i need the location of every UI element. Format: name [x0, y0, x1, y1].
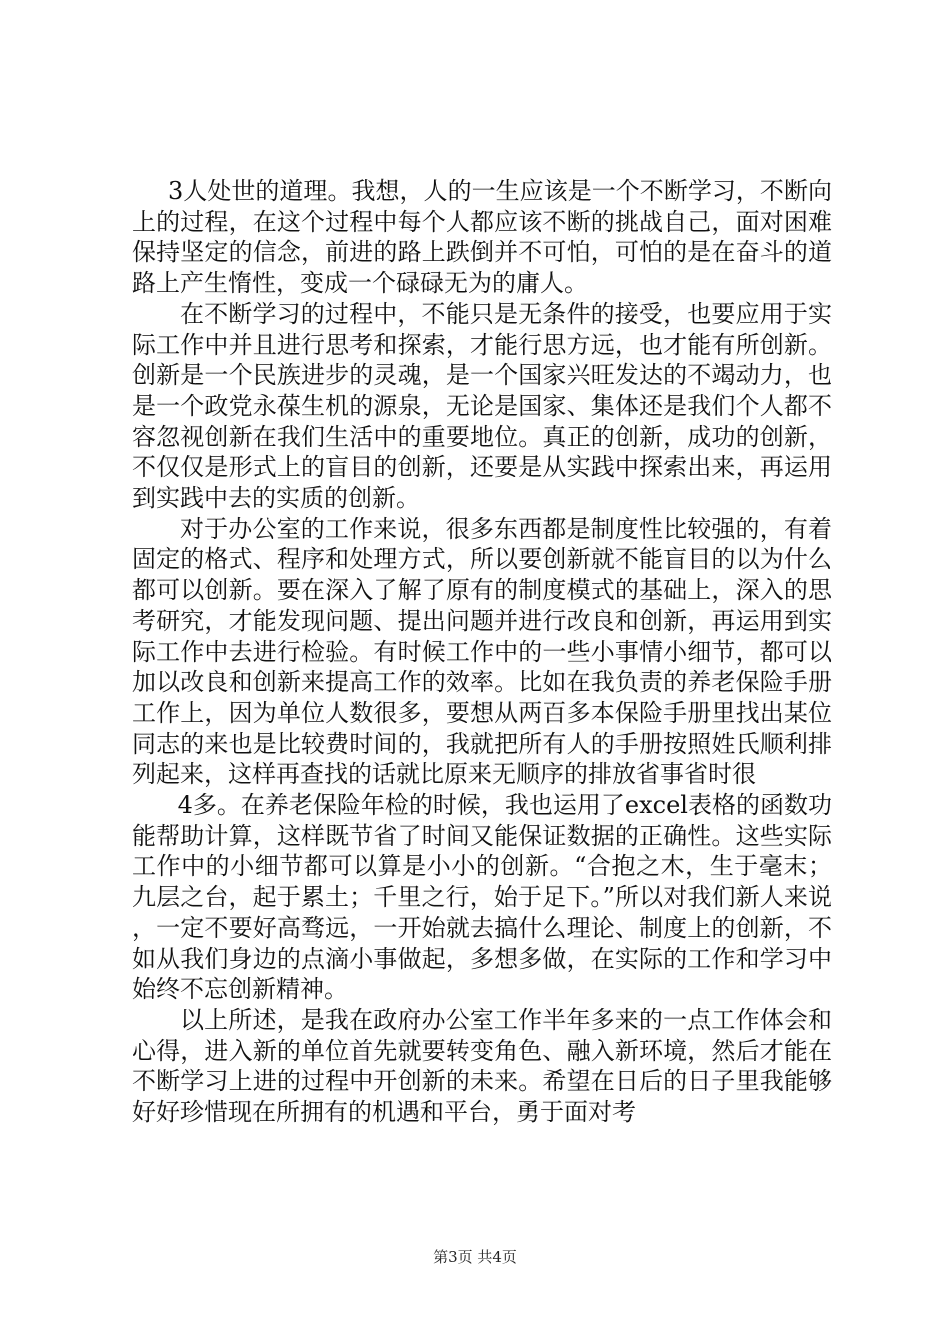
- paragraph: 对于办公室的工作来说，很多东西都是制度性比较强的，有着固定的格式、程序和处理方式，所以要创新就不能盲目的以为什么都可以创新。要在深入了解了原有的制度模式的基础上，深入的思考研究，才能发现问题、提出问题并进行改良和创新，再运用到实际工作中去进行检验。有时候工作中的一些小事情小细节，都可以加以改良和创新来提高工作的效率。比如在我负责的养老保险手册工作上，因为单位人数很多，要想从两百多本保险手册里找出某位同志的来也是比较费时间的，我就把所有人的手册按照姓氏顺利排列起来，这样再查找的话就比原来无顺序的排放省事省时很: [132, 514, 832, 789]
- paragraph: 4多。在养老保险年检的时候，我也运用了excel表格的函数功能帮助计算，这样既节省了时间又能保证数据的正确性。这些实际工作中的小细节都可以算是小小的创新。“合抱之木，生于毫末；九层之台，起于累土；千里之行，始于足下。”所以对我们新人来说，一定不要好高骛远，一开始就去搞什么理论、制度上的创新，不如从我们身边的点滴小事做起，多想多做，在实际的工作和学习中始终不忘创新精神。: [132, 791, 832, 1004]
- paragraph: 以上所述，是我在政府办公室工作半年多来的一点工作体会和心得，进入新的单位首先就要转变角色、融入新环境，然后才能在不断学习上进的过程中开创新的未来。希望在日后的日子里我能够好好珍惜现在所拥有的机遇和平台，勇于面对考: [132, 1005, 832, 1127]
- paragraph: 3人处世的道理。我想，人的一生应该是一个不断学习，不断向上的过程，在这个过程中每个人都应该不断的挑战自己，面对困难保持坚定的信念，前进的路上跌倒并不可怕，可怕的是在奋斗的道路上产生惰性，变成一个碌碌无为的庸人。: [132, 177, 832, 298]
- page-number-footer: 第3页 共4页: [433, 1248, 517, 1266]
- paragraph: 在不断学习的过程中，不能只是无条件的接受，也要应用于实际工作中并且进行思考和探索，才能行思方远，也才能有所创新。创新是一个民族进步的灵魂，是一个国家兴旺发达的不竭动力，也是一个政党永葆生机的源泉，无论是国家、集体还是我们个人都不容忽视创新在我们生活中的重要地位。真正的创新，成功的创新，不仅仅是形式上的盲目的创新，还要是从实践中探索出来，再运用到实践中去的实质的创新。: [132, 299, 832, 513]
- document-body: [132, 176, 832, 1128]
